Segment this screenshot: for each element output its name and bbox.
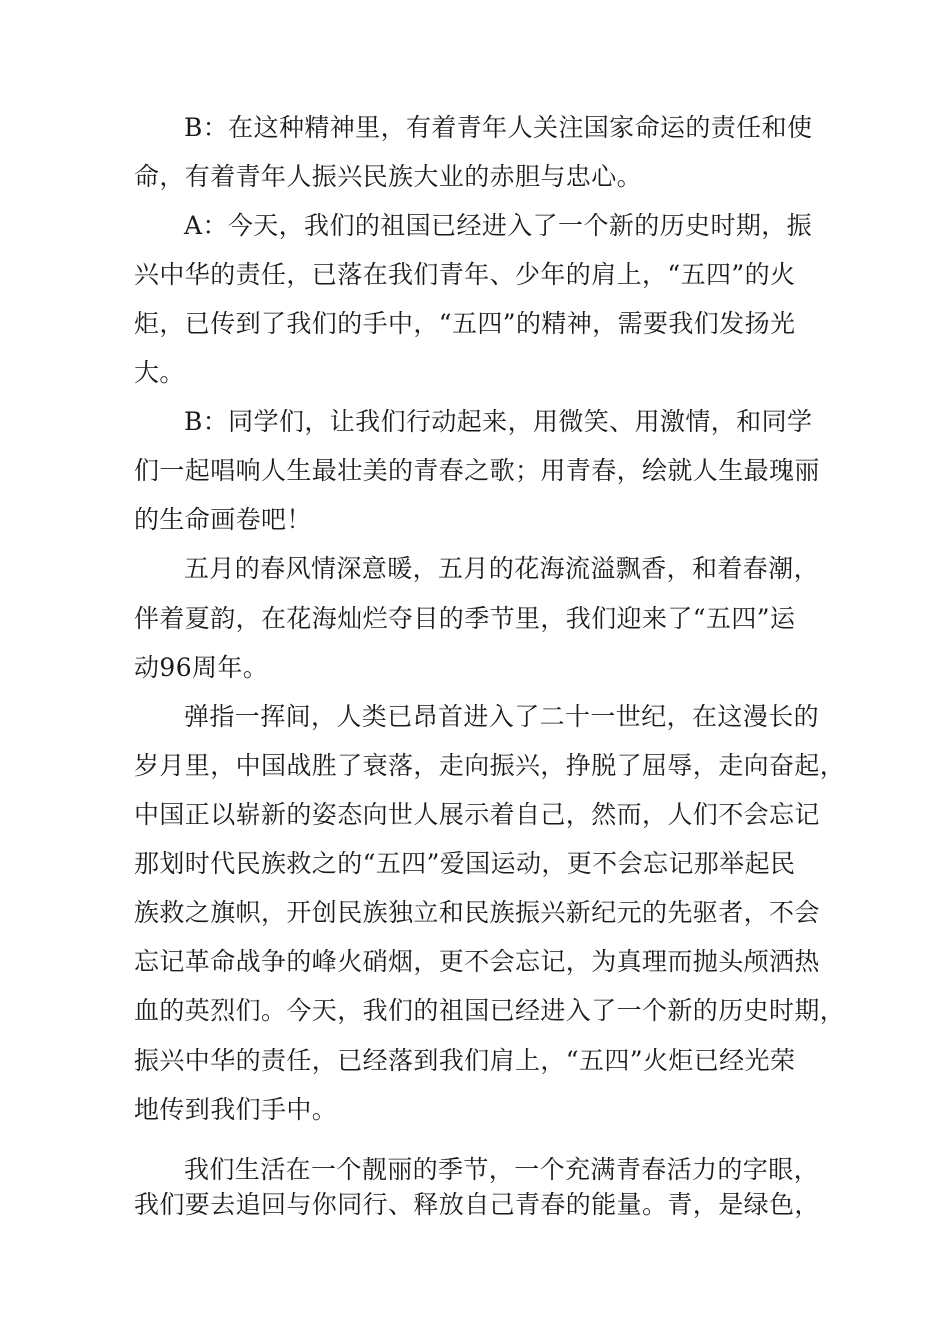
text-line: 大。	[134, 358, 185, 387]
text-line: 族救之旗帜，开创民族独立和民族振兴新纪元的先驱者，不会	[134, 898, 820, 927]
text-line: B：在这种精神里，有着青年人关注国家命运的责任和使	[184, 113, 813, 142]
text-line: 振兴中华的责任，已经落到我们肩上，“五四”火炬已经光荣	[134, 1046, 796, 1075]
text-line: 兴中华的责任，已落在我们青年、少年的肩上，“五四”的火	[134, 260, 796, 289]
text-line: 岁月里，中国战胜了衰落，走向振兴，挣脱了屈辱，走向奋起，	[134, 751, 846, 780]
text-line: 们一起唱响人生最壮美的青春之歌；用青春，绘就人生最瑰丽	[134, 456, 820, 485]
text-line: 弹指一挥间，人类已昂首进入了二十一世纪，在这漫长的	[184, 702, 820, 731]
text-line: 忘记革命战争的峰火硝烟，更不会忘记，为真理而抛头颅洒热	[134, 947, 820, 976]
text-line: 命，有着青年人振兴民族大业的赤胆与忠心。	[134, 162, 643, 191]
text-line: 五月的春风情深意暖，五月的花海流溢飘香，和着春潮，	[184, 554, 820, 583]
text-line: 炬，已传到了我们的手中，“五四”的精神，需要我们发扬光	[134, 309, 796, 338]
text-line: B：同学们，让我们行动起来，用微笑、用激情，和同学	[184, 407, 813, 436]
text-line: 我们生活在一个靓丽的季节，一个充满青春活力的字眼，	[184, 1155, 820, 1184]
text-line: 的生命画卷吧！	[134, 505, 312, 534]
text-line: A：今天，我们的祖国已经进入了一个新的历史时期，振	[184, 211, 813, 240]
text-line: 中国正以崭新的姿态向世人展示着自己，然而，人们不会忘记	[134, 800, 820, 829]
text-line: 伴着夏韵，在花海灿烂夺目的季节里，我们迎来了“五四”运	[134, 604, 796, 633]
text-line: 动96周年。	[134, 653, 269, 682]
text-line: 我们要去追回与你同行、释放自己青春的能量。青，是绿色，	[134, 1190, 820, 1219]
text-line: 地传到我们手中。	[134, 1095, 338, 1124]
text-line: 那划时代民族救之的“五四”爱国运动，更不会忘记那举起民	[134, 849, 796, 878]
text-line: 血的英烈们。今天，我们的祖国已经进入了一个新的历史时期，	[134, 996, 846, 1025]
